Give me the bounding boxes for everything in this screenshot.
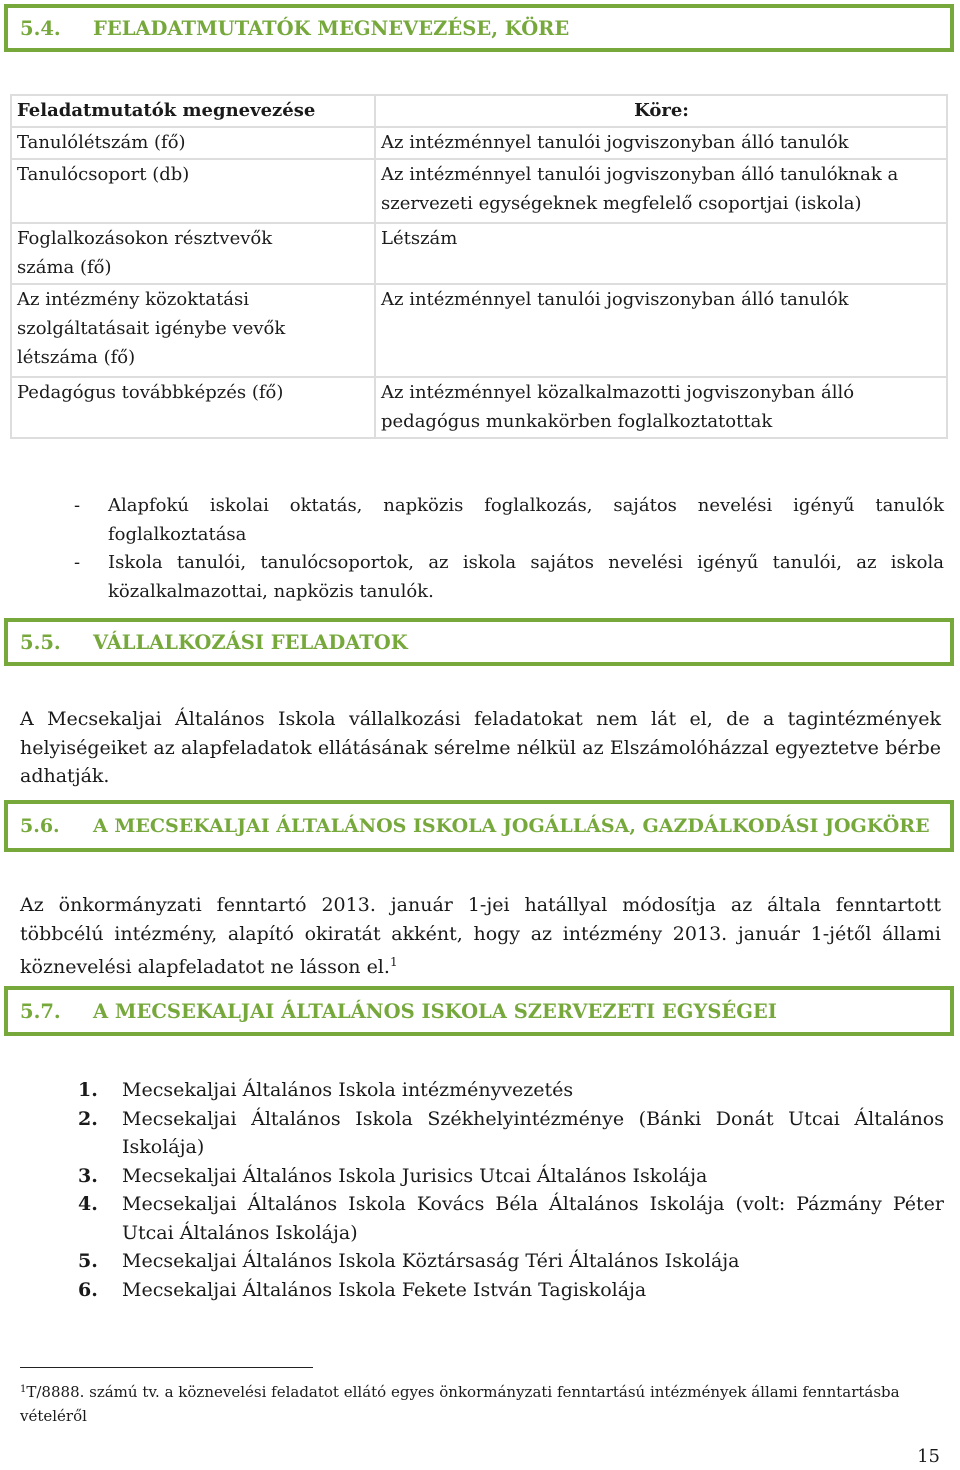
section-number: 5.5.: [20, 630, 61, 654]
table-row: [11, 127, 947, 159]
table-row: [11, 284, 947, 377]
section-title: VÁLLALKOZÁSI FELADATOK: [93, 630, 408, 654]
indicator-table: [10, 94, 948, 439]
list-item: [78, 1105, 944, 1162]
indicator-scope: Az intézménnyel tanulói jogviszonyban álló tanulóknak a szervezeti egységeknek megfelelő csoportjai (iskola): [375, 159, 947, 223]
organizational-units-list: [78, 1076, 944, 1304]
indicator-name: Tanulócsoport (db): [11, 159, 375, 223]
list-item: [78, 1076, 944, 1105]
indicator-name: Pedagógus továbbképzés (fő): [11, 377, 375, 438]
indicator-scope: Létszám: [375, 223, 947, 284]
item-number: 5.: [78, 1250, 98, 1272]
section-title: FELADATMUTATÓK MEGNEVEZÉSE, KÖRE: [93, 16, 570, 40]
section-heading-5-7: [4, 986, 954, 1036]
footnote-text: T/8888. számú tv. a köznevelési feladatot ellátó egyes önkormányzati fenntartású intézmények állami fenntartásba vételéről: [20, 1383, 900, 1425]
table-row: [11, 223, 947, 284]
paragraph-5-5: A Mecsekaljai Általános Iskola vállalkozási feladatokat nem lát el, de a tagintézmények helyiségeiket az alapfeladatok ellátásának sérelme nélkül az Elszámolóházzal egyeztetve bérbe adhatják.: [20, 708, 941, 787]
section-heading-5-5: [4, 618, 954, 666]
page-number: 15: [917, 1446, 940, 1467]
item-number: 3.: [78, 1164, 98, 1187]
footnote-mark: 1: [20, 1384, 27, 1395]
item-text: Mecsekaljai Általános Iskola Fekete István Tagiskolája: [122, 1278, 647, 1301]
item-text: Mecsekaljai Általános Iskola Jurisics Utcai Általános Iskolája: [122, 1164, 708, 1187]
footnote-reference[interactable]: 1: [389, 955, 398, 969]
item-text: Mecsekaljai Általános Iskola Székhelyintézménye (Bánki Donát Utcai Általános Iskolája): [122, 1107, 944, 1158]
section-title: A MECSEKALJAI ÁLTALÁNOS ISKOLA JOGÁLLÁSA, GAZDÁLKODÁSI JOGKÖRE: [93, 815, 930, 837]
section-heading-5-4: [4, 4, 954, 52]
list-item: [78, 1276, 944, 1305]
section-heading-5-6: [4, 800, 954, 852]
paragraph-text: Az önkormányzati fenntartó 2013. január 1-jei hatállyal módosítja az általa fenntartott többcélú intézmény, alapító okiratát akként, hogy az intézmény 2013. január 1-jétől állami köznevelési alapfeladatot ne lásson el.: [20, 894, 941, 978]
header-scope: Köre:: [375, 95, 947, 127]
item-number: 2.: [78, 1107, 98, 1130]
table-row: [11, 159, 947, 223]
list-item: [78, 1162, 944, 1191]
section-number: 5.6.: [20, 815, 60, 837]
indicator-name: Foglalkozásokon résztvevők száma (fő): [11, 223, 375, 284]
table-header-row: [11, 95, 947, 127]
paragraph-5-6: [20, 891, 941, 982]
list-item: [78, 1247, 944, 1276]
section-title: A MECSEKALJAI ÁLTALÁNOS ISKOLA SZERVEZETI EGYSÉGEI: [93, 999, 777, 1023]
indicator-name: Tanulólétszám (fő): [11, 127, 375, 159]
item-text: Mecsekaljai Általános Iskola Kovács Béla Általános Iskolája (volt: Pázmány Péter Utcai Általános Iskolája): [122, 1193, 944, 1244]
indicator-scope: Az intézménnyel tanulói jogviszonyban álló tanulók: [375, 127, 947, 159]
item-number: 1.: [78, 1079, 98, 1101]
list-item: [74, 492, 944, 549]
indicator-scope: Az intézménnyel tanulói jogviszonyban álló tanulók: [375, 284, 947, 377]
list-item: [78, 1190, 944, 1247]
indicator-scope: Az intézménnyel közalkalmazotti jogviszonyban álló pedagógus munkakörben foglalkoztatottak: [375, 377, 947, 438]
list-item: [74, 549, 944, 606]
table-row: [11, 377, 947, 438]
footnote-separator: [20, 1367, 313, 1368]
dash-bullet: -: [74, 552, 81, 573]
section-number: 5.4.: [20, 16, 61, 40]
header-name: Feladatmutatók megnevezése: [11, 95, 375, 127]
list-item-text: Iskola tanulói, tanulócsoportok, az iskola sajátos nevelési igényű tanulói, az iskola közalkalmazottai, napközis tanulók.: [108, 552, 944, 602]
item-number: 6.: [78, 1278, 98, 1301]
indicator-name: Az intézmény közoktatási szolgáltatásait igénybe vevők létszáma (fő): [11, 284, 375, 377]
section-number: 5.7.: [20, 999, 61, 1023]
dash-bullet: -: [74, 495, 81, 516]
task-list: [74, 492, 944, 606]
item-number: 4.: [78, 1193, 98, 1215]
footnote: [20, 1378, 920, 1428]
item-text: Mecsekaljai Általános Iskola intézményvezetés: [122, 1079, 574, 1101]
item-text: Mecsekaljai Általános Iskola Köztársaság Téri Általános Iskolája: [122, 1250, 740, 1272]
list-item-text: Alapfokú iskolai oktatás, napközis foglalkozás, sajátos nevelési igényű tanulók foglalkoztatása: [108, 495, 944, 545]
